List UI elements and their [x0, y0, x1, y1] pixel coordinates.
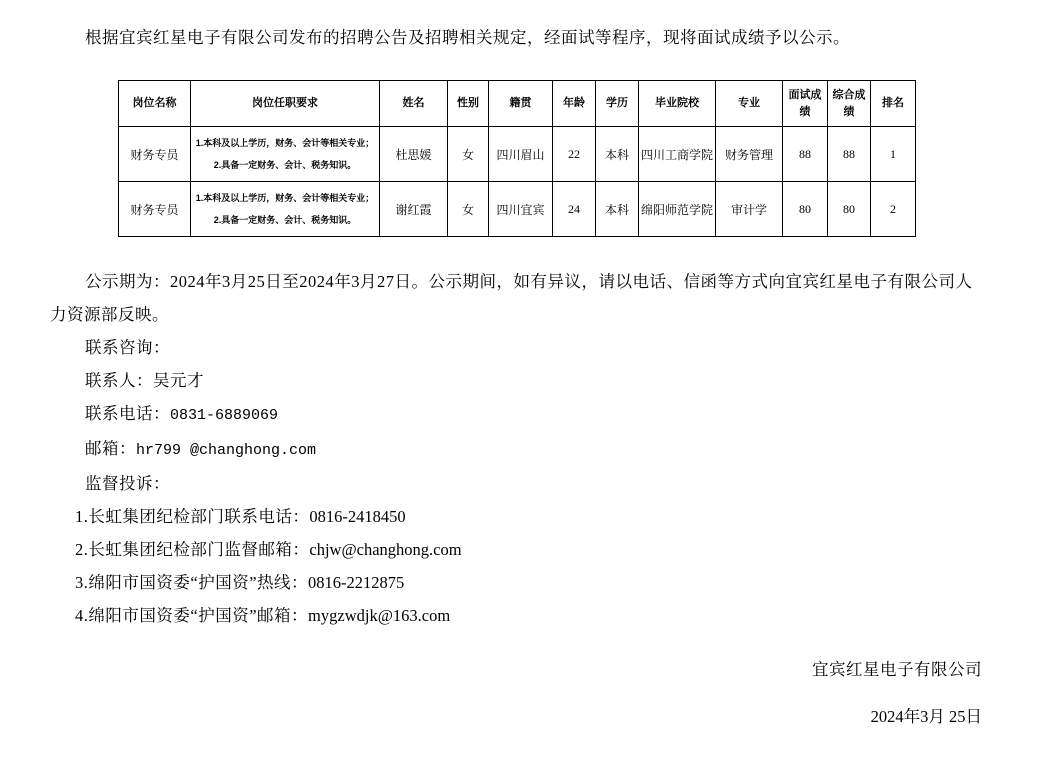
cell-education: 本科 [596, 127, 639, 182]
col-header-requirements: 岗位任职要求 [191, 81, 380, 127]
contact-email-label: 邮箱： [85, 439, 136, 458]
cell-school: 四川工商学院 [639, 127, 716, 182]
contact-email-line [50, 432, 982, 467]
supervision-heading [50, 467, 982, 500]
col-header-hometown: 籍贯 [489, 81, 553, 127]
supervision-item-value: chjw@changhong.com [309, 540, 462, 559]
contact-phone-line [50, 397, 982, 432]
contact-email-value: hr799 @changhong.com [136, 442, 317, 459]
contact-heading [50, 331, 982, 364]
col-header-position: 岗位名称 [119, 81, 191, 127]
contact-heading-label: 联系咨询： [85, 338, 170, 357]
requirement-line: 2.具备一定财务、会计、税务知识。 [213, 159, 357, 170]
col-header-gender: 性别 [448, 81, 489, 127]
cell-rank: 1 [871, 127, 916, 182]
cell-position: 财务专员 [119, 182, 191, 237]
cell-major: 财务管理 [716, 127, 783, 182]
signature-date: 2024年3月 25日 [870, 707, 982, 726]
table-header-row [119, 81, 916, 127]
supervision-item-label: 4.绵阳市国资委“护国资”邮箱： [75, 606, 309, 625]
supervision-item-value: 0816-2418450 [309, 507, 406, 526]
col-header-interview-score: 面试成绩 [783, 81, 828, 127]
cell-requirements [191, 127, 380, 182]
contact-person-label: 联系人： [85, 371, 153, 390]
col-header-name: 姓名 [380, 81, 448, 127]
cell-name: 杜思媛 [380, 127, 448, 182]
cell-hometown: 四川眉山 [489, 127, 553, 182]
supervision-heading-label: 监督投诉： [85, 474, 170, 493]
supervision-item-label: 2.长虹集团纪检部门监督邮箱： [75, 540, 310, 559]
col-header-major: 专业 [716, 81, 783, 127]
cell-major: 审计学 [716, 182, 783, 237]
requirement-line: 1.本科及以上学历，财务、会计等相关专业； [195, 137, 375, 148]
cell-name: 谢红霞 [380, 182, 448, 237]
supervision-item [50, 533, 982, 566]
col-header-education: 学历 [596, 81, 639, 127]
requirement-line: 1.本科及以上学历，财务、会计等相关专业； [195, 192, 375, 203]
requirement-line: 2.具备一定财务、会计、税务知识。 [213, 214, 357, 225]
contact-phone-value: 0831-6889069 [170, 407, 279, 424]
contact-person-value: 吴元才 [153, 371, 204, 390]
supervision-item [50, 566, 982, 599]
cell-overall-score: 80 [828, 182, 871, 237]
publicity-period-paragraph: 公示期为：2024年3月25日至2024年3月27日。公示期间，如有异议，请以电话、信函等方式向宜宾红星电子有限公司人力资源部反映。 [50, 272, 973, 324]
supervision-item [50, 599, 982, 632]
supervision-item-label: 3.绵阳市国资委“护国资”热线： [75, 573, 309, 592]
supervision-item-label: 1.长虹集团纪检部门联系电话： [75, 507, 310, 526]
cell-hometown: 四川宜宾 [489, 182, 553, 237]
cell-age: 22 [553, 127, 596, 182]
table-row [119, 182, 916, 237]
supervision-item-value: mygzwdjk@163.com [308, 606, 451, 625]
cell-school: 绵阳师范学院 [639, 182, 716, 237]
cell-overall-score: 88 [828, 127, 871, 182]
cell-age: 24 [553, 182, 596, 237]
cell-gender: 女 [448, 127, 489, 182]
col-header-school: 毕业院校 [639, 81, 716, 127]
col-header-overall-score: 综合成绩 [828, 81, 871, 127]
supervision-item-value: 0816-2212875 [308, 573, 405, 592]
cell-requirements [191, 182, 380, 237]
cell-interview-score: 88 [783, 127, 828, 182]
intro-paragraph: 根据宜宾红星电子有限公司发布的招聘公告及招聘相关规定，经面试等程序，现将面试成绩予以公示。 [85, 28, 850, 47]
table-row [119, 127, 916, 182]
cell-position: 财务专员 [119, 127, 191, 182]
col-header-age: 年龄 [553, 81, 596, 127]
contact-phone-label: 联系电话： [85, 404, 170, 423]
supervision-item [50, 500, 982, 533]
cell-rank: 2 [871, 182, 916, 237]
col-header-rank: 排名 [871, 81, 916, 127]
cell-education: 本科 [596, 182, 639, 237]
interview-results-table [118, 80, 916, 237]
cell-interview-score: 80 [783, 182, 828, 237]
contact-person-line [50, 364, 982, 397]
cell-gender: 女 [448, 182, 489, 237]
company-signature: 宜宾红星电子有限公司 [812, 660, 982, 679]
